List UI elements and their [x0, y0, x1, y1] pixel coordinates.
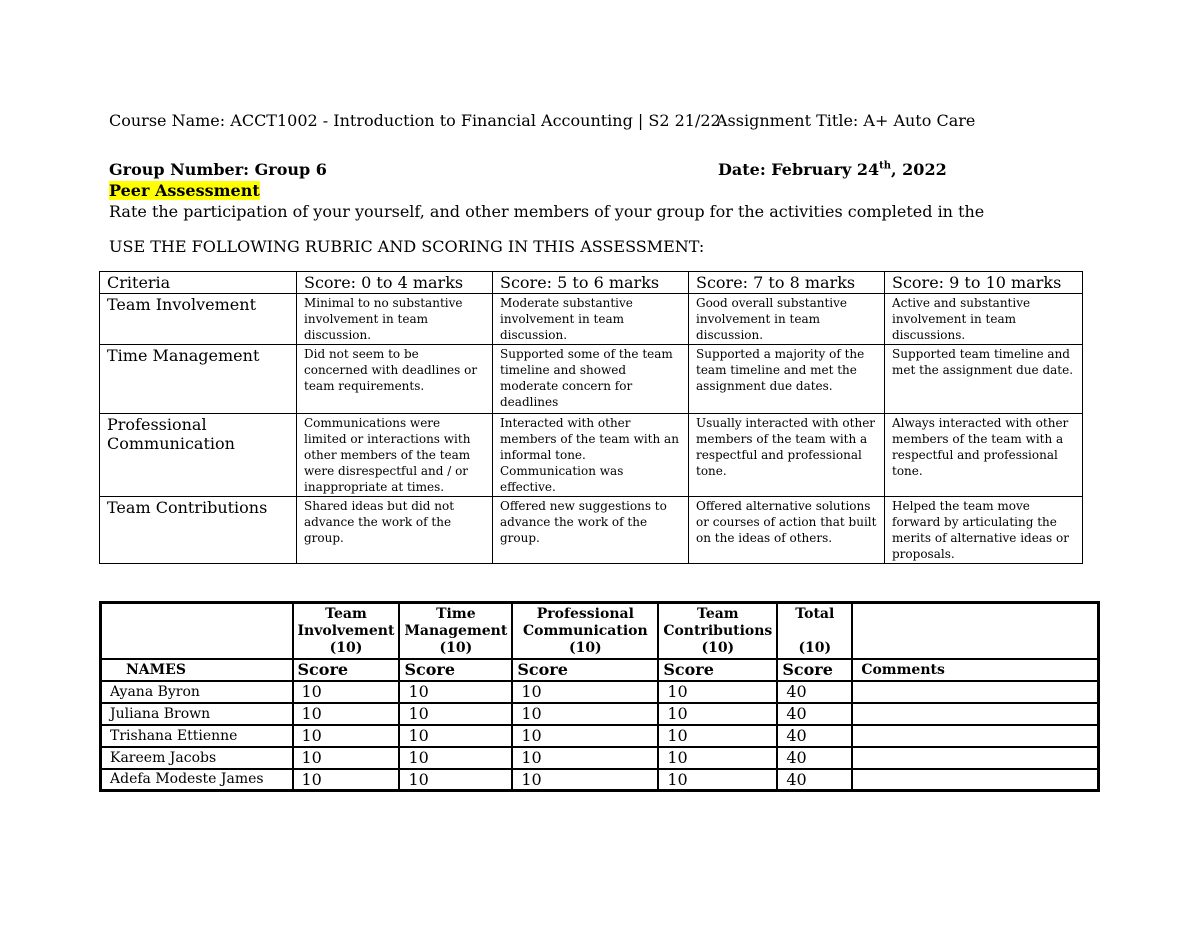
header-line: Total — [795, 606, 835, 622]
header-line: (10) — [568, 640, 602, 656]
member-name: Adefa Modeste James — [101, 769, 293, 791]
score-label: Score — [777, 659, 852, 681]
course-name-line — [109, 111, 721, 130]
group-number-line — [109, 160, 327, 179]
names-header-blank — [101, 603, 293, 659]
course-name-label: Course Name: — [109, 111, 226, 130]
total-value[interactable]: 40 — [777, 725, 852, 747]
member-name: Kareem Jacobs — [101, 747, 293, 769]
comment-cell[interactable] — [852, 747, 1098, 769]
total-header — [777, 603, 852, 659]
header-line: Contributions — [663, 623, 773, 639]
total-value[interactable]: 40 — [777, 681, 852, 703]
score-value[interactable]: 10 — [512, 703, 658, 725]
date-month-day: February 24 — [771, 160, 880, 179]
member-name: Juliana Brown — [101, 703, 293, 725]
rubric-row — [100, 345, 1083, 414]
score-value[interactable]: 10 — [658, 747, 777, 769]
rubric-cell: Moderate substantive involvement in team discussion. — [493, 294, 689, 345]
rubric-cell: Supported team timeline and met the assignment due date. — [885, 345, 1083, 414]
header-line: Communication — [522, 623, 648, 639]
header-line: Professional — [536, 606, 634, 622]
score-label: Score — [293, 659, 400, 681]
rubric-row — [100, 497, 1083, 564]
assignment-title-label: Assignment Title: — [716, 111, 859, 130]
score-value[interactable]: 10 — [399, 703, 512, 725]
group-number-value: Group 6 — [254, 160, 327, 179]
score-value[interactable]: 10 — [658, 769, 777, 791]
score-value[interactable]: 10 — [399, 769, 512, 791]
date-label: Date: — [718, 160, 766, 179]
score-value[interactable]: 10 — [512, 725, 658, 747]
scores-column-header-row — [101, 603, 1099, 659]
score-value[interactable]: 10 — [293, 681, 400, 703]
rubric-heading: USE THE FOLLOWING RUBRIC AND SCORING IN THIS ASSESSMENT: — [109, 237, 705, 256]
rubric-header-score-7-8: Score: 7 to 8 marks — [689, 272, 885, 294]
score-label: Score — [512, 659, 658, 681]
table-row — [101, 703, 1099, 725]
score-value[interactable]: 10 — [399, 747, 512, 769]
comment-cell[interactable] — [852, 681, 1098, 703]
instructions-text: Rate the participation of your yourself, and other members of your group for the activities completed in the — [109, 202, 985, 221]
date-year: , 2022 — [891, 160, 947, 179]
header-line: (10) — [701, 640, 735, 656]
group-number-label: Group Number: — [109, 160, 250, 179]
rubric-cell: Active and substantive involvement in team discussions. — [885, 294, 1083, 345]
rubric-cell: Offered new suggestions to advance the work of the group. — [493, 497, 689, 564]
team-contributions-header — [658, 603, 777, 659]
total-value[interactable]: 40 — [777, 769, 852, 791]
date-suffix: th — [879, 160, 892, 172]
rubric-cell: Interacted with other members of the team with an informal tone. Communication was effective. — [493, 414, 689, 497]
header-line: (10) — [439, 640, 473, 656]
table-row — [101, 725, 1099, 747]
score-value[interactable]: 10 — [658, 703, 777, 725]
rubric-cell: Usually interacted with other members of the team with a respectful and professional tone. — [689, 414, 885, 497]
score-value[interactable]: 10 — [658, 725, 777, 747]
time-management-header — [399, 603, 512, 659]
rubric-row — [100, 294, 1083, 345]
header-line: Management — [404, 623, 508, 639]
header-line — [782, 623, 847, 640]
assignment-title-line — [716, 111, 975, 130]
rubric-header-score-5-6: Score: 5 to 6 marks — [493, 272, 689, 294]
rubric-criteria: Team Contributions — [100, 497, 297, 564]
rubric-cell: Always interacted with other members of the team with a respectful and professional tone. — [885, 414, 1083, 497]
score-value[interactable]: 10 — [293, 769, 400, 791]
score-value[interactable]: 10 — [512, 747, 658, 769]
header-line: (10) — [329, 640, 363, 656]
course-name-value: ACCT1002 - Introduction to Financial Accounting | S2 21/22 — [230, 111, 721, 130]
comment-cell[interactable] — [852, 725, 1098, 747]
score-value[interactable]: 10 — [512, 769, 658, 791]
rubric-cell: Supported some of the team timeline and showed moderate concern for deadlines — [493, 345, 689, 414]
score-value[interactable]: 10 — [512, 681, 658, 703]
total-value[interactable]: 40 — [777, 703, 852, 725]
header-line: Involvement — [297, 623, 395, 639]
score-value[interactable]: 10 — [293, 725, 400, 747]
rubric-header-score-9-10: Score: 9 to 10 marks — [885, 272, 1083, 294]
rubric-header-row — [100, 272, 1083, 294]
score-value[interactable]: 10 — [399, 725, 512, 747]
rubric-cell: Offered alternative solutions or courses of action that built on the ideas of others. — [689, 497, 885, 564]
names-label: NAMES — [101, 659, 293, 681]
date-line — [718, 160, 947, 179]
rubric-criteria: Team Involvement — [100, 294, 297, 345]
rubric-cell: Did not seem to be concerned with deadlines or team requirements. — [297, 345, 493, 414]
member-name: Ayana Byron — [101, 681, 293, 703]
rubric-header-criteria: Criteria — [100, 272, 297, 294]
score-value[interactable]: 10 — [399, 681, 512, 703]
header-line: Time — [436, 606, 476, 622]
rubric-table — [99, 271, 1083, 564]
header-line: Team — [325, 606, 367, 622]
rubric-cell: Minimal to no substantive involvement in team discussion. — [297, 294, 493, 345]
rubric-cell: Good overall substantive involvement in team discussion. — [689, 294, 885, 345]
score-value[interactable]: 10 — [658, 681, 777, 703]
table-row — [101, 769, 1099, 791]
team-involvement-header — [293, 603, 400, 659]
rubric-cell: Communications were limited or interactions with other members of the team were disrespectful and / or inappropriate at times. — [297, 414, 493, 497]
member-name: Trishana Ettienne — [101, 725, 293, 747]
comments-label: Comments — [852, 659, 1098, 681]
rubric-cell: Shared ideas but did not advance the work of the group. — [297, 497, 493, 564]
comment-cell[interactable] — [852, 769, 1098, 791]
comment-cell[interactable] — [852, 703, 1098, 725]
total-value[interactable]: 40 — [777, 747, 852, 769]
assignment-title-value: A+ Auto Care — [863, 111, 976, 130]
peer-assessment-title — [109, 181, 260, 200]
professional-communication-header — [512, 603, 658, 659]
score-label: Score — [399, 659, 512, 681]
score-value[interactable]: 10 — [293, 747, 400, 769]
scores-subheader-row — [101, 659, 1099, 681]
comments-header-blank — [852, 603, 1098, 659]
rubric-criteria: Time Management — [100, 345, 297, 414]
rubric-cell: Helped the team move forward by articulating the merits of alternative ideas or proposals. — [885, 497, 1083, 564]
score-value[interactable]: 10 — [293, 703, 400, 725]
table-row — [101, 747, 1099, 769]
rubric-cell: Supported a majority of the team timeline and met the assignment due dates. — [689, 345, 885, 414]
peer-assessment-highlight: Peer Assessment — [109, 181, 260, 200]
scores-table — [99, 601, 1100, 792]
header-line: Team — [697, 606, 739, 622]
header-line: (10) — [798, 640, 832, 656]
table-row — [101, 681, 1099, 703]
score-label: Score — [658, 659, 777, 681]
rubric-criteria: Professional Communication — [100, 414, 297, 497]
rubric-row — [100, 414, 1083, 497]
rubric-header-score-0-4: Score: 0 to 4 marks — [297, 272, 493, 294]
